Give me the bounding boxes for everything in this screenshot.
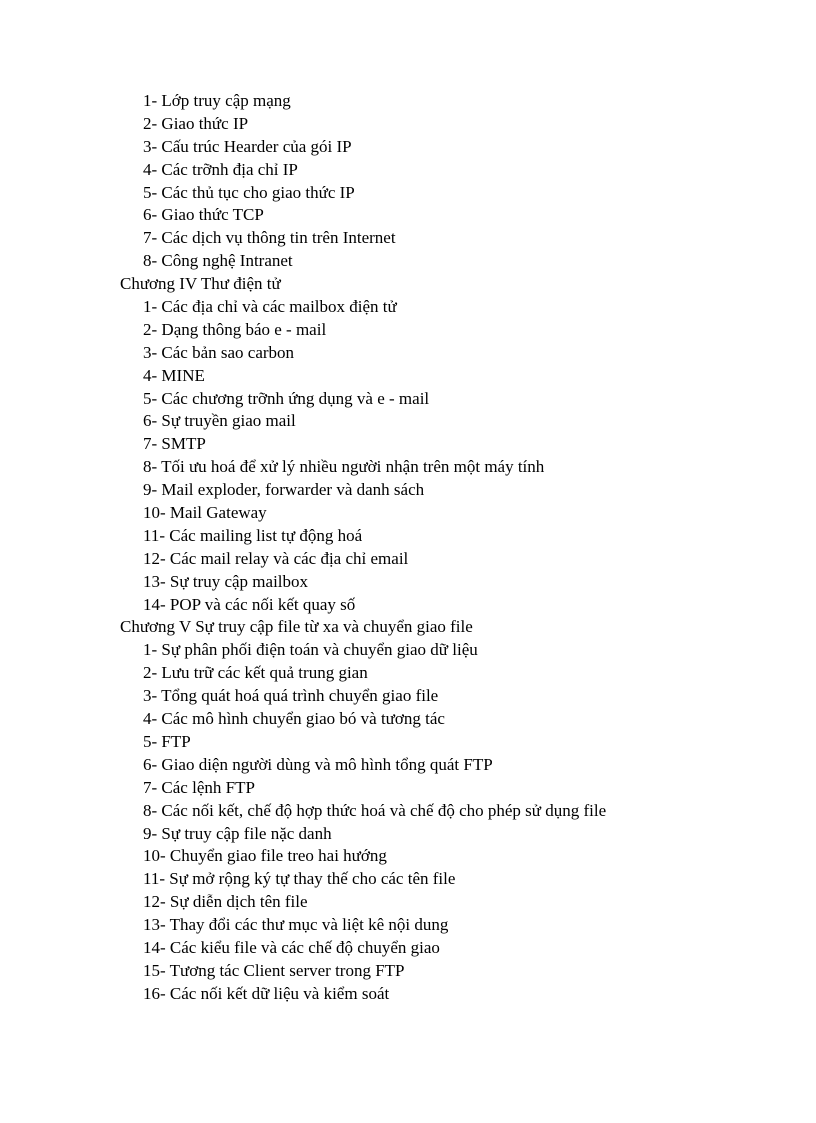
list-item: 2- Giao thức IP (143, 113, 249, 133)
list-item: 3- Các bản sao carbon (143, 342, 295, 362)
list-item: 9- Mail exploder, forwarder và danh sách (143, 480, 425, 500)
list-item: 11- Sự mở rộng ký tự thay thế cho các tên file (143, 869, 456, 889)
list-item: 12- Sự diễn dịch tên file (143, 892, 308, 912)
list-item: 3- Tổng quát hoá quá trình chuyển giao file (143, 686, 439, 706)
chapter-heading: Chương IV Thư điện tử (120, 274, 281, 294)
list-item: 13- Sự truy cập mailbox (143, 571, 309, 591)
list-item: 5- Các thủ tục cho giao thức IP (143, 182, 355, 202)
list-item: 7- SMTP (143, 434, 206, 454)
chapter-heading: Chương V Sự truy cập file từ xa và chuyển giao file (120, 617, 473, 637)
list-item: 6- Sự truyền giao mail (143, 411, 296, 431)
list-item: 16- Các nối kết dữ liệu và kiểm soát (143, 983, 390, 1003)
list-item: 15- Tương tác Client server trong FTP (143, 960, 405, 980)
list-item: 10- Mail Gateway (143, 503, 267, 523)
list-item: 2- Lưu trữ các kết quả trung gian (143, 663, 368, 683)
list-item: 10- Chuyển giao file treo hai hướng (143, 846, 387, 866)
list-item: 1- Các địa chỉ và các mailbox điện tử (143, 297, 397, 317)
list-item: 13- Thay đổi các thư mục và liệt kê nội dung (143, 915, 449, 935)
list-item: 8- Tối ưu hoá để xử lý nhiều người nhận trên một máy tính (143, 457, 545, 477)
list-item: 14- Các kiểu file và các chế độ chuyển giao (143, 937, 440, 957)
list-item: 6- Giao thức TCP (143, 205, 264, 225)
list-item: 6- Giao diện người dùng và mô hình tổng quát FTP (143, 754, 493, 774)
list-item: 11- Các mailing list tự động hoá (143, 525, 363, 545)
list-item: 9- Sự truy cập file nặc danh (143, 823, 332, 843)
table-of-contents (0, 90, 816, 1006)
list-item: 5- Các chương trỡnh ứng dụng và e - mail (143, 388, 430, 408)
list-item: 12- Các mail relay và các địa chỉ email (143, 548, 409, 568)
list-item: 7- Các dịch vụ thông tin trên Internet (143, 228, 396, 248)
list-item: 5- FTP (143, 731, 191, 751)
list-item: 7- Các lệnh FTP (143, 777, 255, 797)
list-item: 8- Công nghệ Intranet (143, 251, 293, 271)
list-item: 4- Các trỡnh địa chỉ IP (143, 159, 298, 179)
list-item: 8- Các nối kết, chế độ hợp thức hoá và chế độ cho phép sử dụng file (143, 800, 607, 820)
list-item: 1- Lớp truy cập mạng (143, 91, 291, 110)
list-item: 3- Cấu trúc Hearder của gói IP (143, 136, 352, 156)
list-item: 14- POP và các nối kết quay số (143, 594, 356, 614)
list-item: 4- MINE (143, 365, 205, 385)
list-item: 1- Sự phân phối điện toán và chuyển giao dữ liệu (143, 640, 478, 660)
list-item: 4- Các mô hình chuyển giao bó và tương tác (143, 709, 445, 729)
list-item: 2- Dạng thông báo e - mail (143, 319, 327, 339)
